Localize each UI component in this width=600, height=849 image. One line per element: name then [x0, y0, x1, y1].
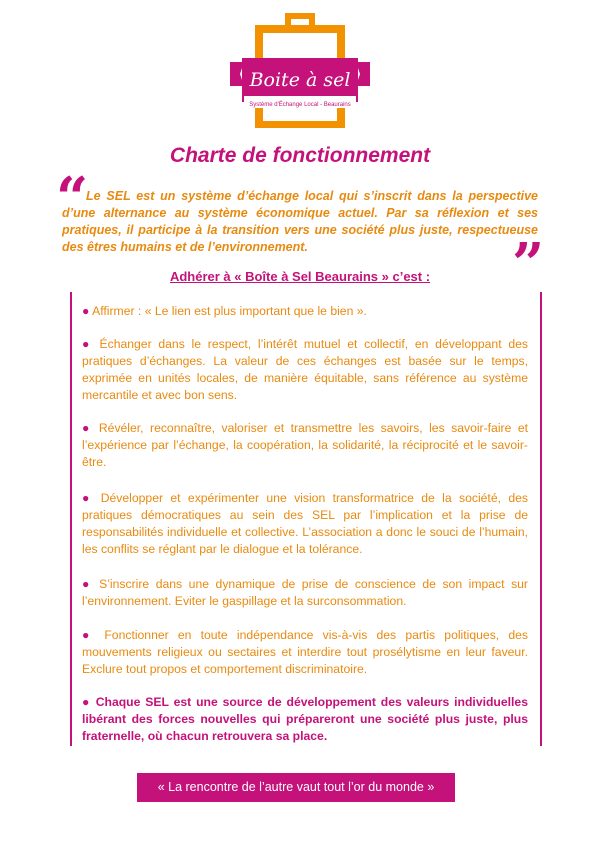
- charter-item: [82, 576, 528, 610]
- charter-item: [82, 490, 528, 558]
- close-quote-icon: ”: [512, 231, 545, 297]
- page-title: Charte de fonctionnement: [169, 144, 431, 167]
- charter-item-text: Révéler, reconnaître, valoriser et transmettre les savoirs, les savoir-faire et l’expérience par l’échange, la coopération, la solidarité, la réciprocité et le savoir-être.: [82, 421, 528, 469]
- membership-subtitle: Adhérer à « Boîte à Sel Beaurains » c’est :: [169, 269, 431, 284]
- charter-item: [82, 694, 528, 745]
- charter-item-text: Chaque SEL est une source de développement des valeurs individuelles libérant des forces nouvelles qui prépareront une société plus juste, plus fraternelle, où chacun retrouvera sa place.: [82, 695, 528, 743]
- bullet-icon: ●: [82, 628, 96, 642]
- bullet-icon: ●: [82, 304, 90, 318]
- intro-quote: Le SEL est un système d’échange local qui s’inscrit dans la perspective d’une alternance au système économique actuel. Par sa réflexion et ses pratiques, il participe à la transition vers une société plus juste, respectueuse des êtres humains et de l’environnement.: [62, 189, 538, 254]
- charter-item-text: S’inscrire dans une dynamique de prise de conscience de son impact sur l’environnement. Eviter le gaspillage et la surconsommation.: [82, 577, 528, 608]
- charter-item: [82, 336, 528, 404]
- bullet-icon: ●: [82, 491, 94, 505]
- footer-quote-banner: « La rencontre de l’autre vaut tout l’or du monde »: [137, 773, 455, 802]
- bullet-icon: ●: [82, 337, 93, 351]
- bullet-icon: ●: [82, 577, 93, 591]
- charter-item: [82, 303, 528, 320]
- logo: [230, 10, 370, 128]
- bullet-icon: ●: [82, 695, 91, 709]
- charter-item-text: Affirmer : « Le lien est plus important que le bien ».: [92, 304, 367, 318]
- logo-title: Boite à sel: [249, 69, 351, 91]
- charter-item: [82, 627, 528, 678]
- charter-item: [82, 420, 528, 471]
- bullet-icon: ●: [82, 421, 93, 435]
- logo-subtitle: Système d'Échange Local - Beaurains: [249, 102, 351, 108]
- open-quote-icon: “: [56, 165, 89, 231]
- charter-item-text: Développer et expérimenter une vision transformatrice de la société, des pratiques démocratiques au sein des SEL par l’implication et la prise de responsabilités individuelle et collective. L’association a donc le souci de l’humain, les conflits se réglant par le dialogue et la tolérance.: [82, 491, 528, 556]
- charter-item-text: Fonctionner en toute indépendance vis-à-vis des partis politiques, des mouvements religieux ou sectaires et interdire tout prosélytisme en leur faveur. Exclure tout propos et comportement discriminatoire.: [82, 628, 528, 676]
- charter-item-text: Échanger dans le respect, l’intérêt mutuel et collectif, en développant des pratiques d’échanges. La valeur de ces échanges est basée sur le temps, exprimée en unités locales, de manière équitable, sans référence au système mercantile et avec bon sens.: [82, 337, 528, 402]
